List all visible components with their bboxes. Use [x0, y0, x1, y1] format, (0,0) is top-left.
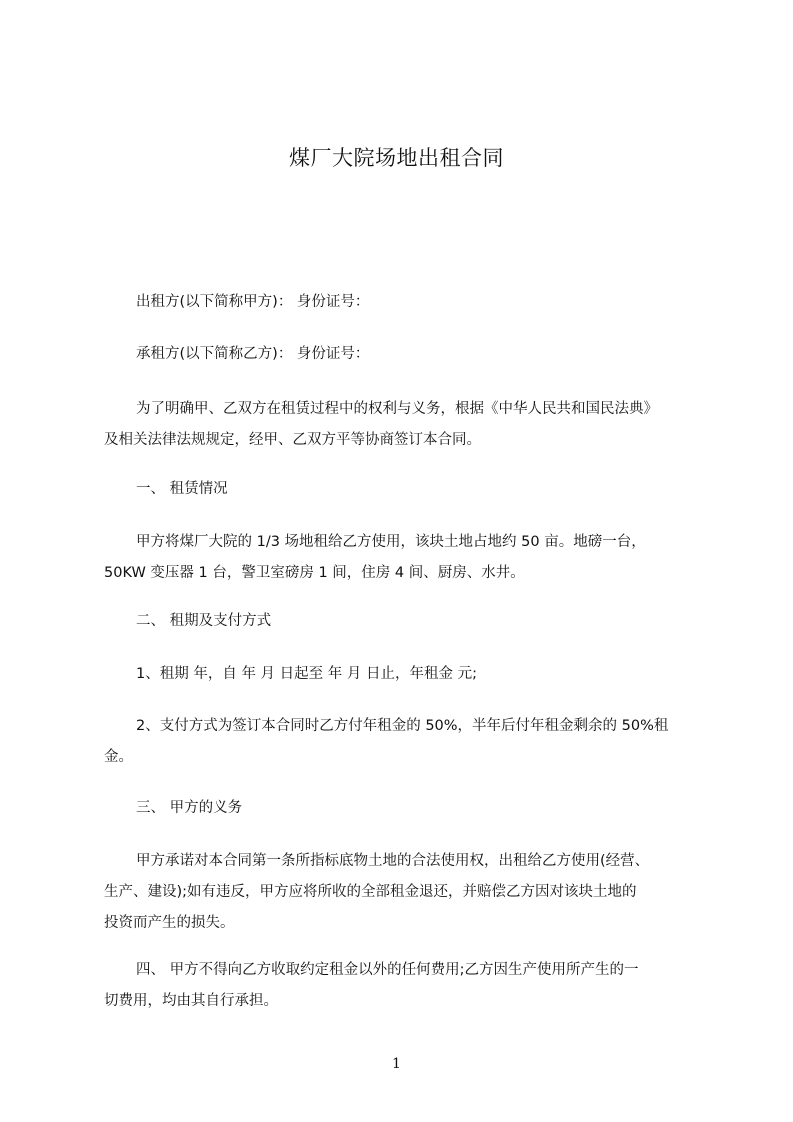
preamble-line-2: 及相关法律法规规定，经甲、乙双方平等协商签订本合同。 — [104, 432, 481, 448]
preamble-paragraph — [104, 394, 704, 456]
lessee-line: 承租方(以下简称乙方)： 身份证号： — [136, 346, 370, 362]
section-2-item-2 — [104, 711, 704, 773]
preamble-line-1: 为了明确甲、乙双方在租赁过程中的权利与义务，根据《中华人民共和国民法典》 — [136, 401, 658, 417]
section-3-line-3: 投资而产生的损失。 — [104, 915, 235, 931]
page-number: 1 — [392, 1056, 401, 1072]
section-3-paragraph — [104, 846, 704, 939]
section-2-heading: 二、 租期及支付方式 — [136, 613, 272, 629]
section-3-line-1: 甲方承诺对本合同第一条所指标底物土地的合法使用权，出租给乙方使用(经营、 — [136, 853, 650, 869]
section-1-paragraph — [104, 527, 704, 589]
section-1-line-2: 50KW 变压器 1 台，警卫室磅房 1 间，住房 4 间、厨房、水井。 — [104, 565, 525, 581]
section-3-line-2: 生产、建设);如有违反，甲方应将所收的全部租金退还，并赔偿乙方因对该块土地的 — [104, 884, 637, 900]
lessor-line: 出租方(以下简称甲方)： 身份证号： — [136, 294, 370, 310]
section-4-line-1: 四、 甲方不得向乙方收取约定租金以外的任何费用;乙方因生产使用所产生的一 — [136, 962, 639, 978]
section-2-item-2-line-1: 2、支付方式为签订本合同时乙方付年租金的 50%，半年后付年租金剩余的 50%租 — [136, 718, 669, 734]
section-4-paragraph — [104, 955, 704, 1017]
section-2-item-2-line-2: 金。 — [104, 749, 133, 765]
section-3-heading: 三、 甲方的义务 — [136, 800, 243, 816]
document-title: 煤厂大院场地出租合同 — [289, 146, 504, 170]
section-2-item-1: 1、租期 年，自 年 月 日起至 年 月 日止，年租金 元; — [136, 666, 477, 682]
section-1-heading: 一、 租赁情况 — [136, 481, 228, 497]
section-1-line-1: 甲方将煤厂大院的 1/3 场地租给乙方使用，该块土地占地约 50 亩。地磅一台， — [136, 534, 646, 550]
section-4-line-2: 切费用，均由其自行承担。 — [104, 993, 278, 1009]
